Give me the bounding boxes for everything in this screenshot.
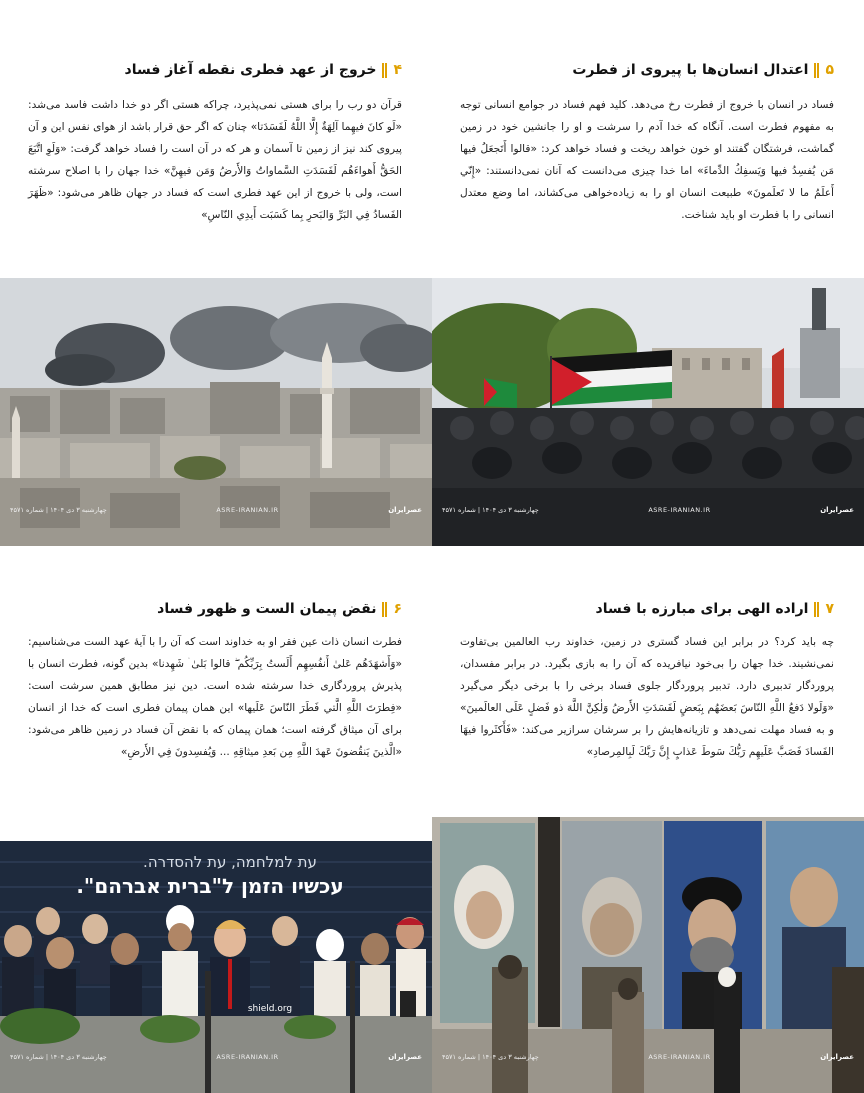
protest-photo xyxy=(432,278,864,546)
section-7-title: اراده الهی برای مبارزه با فساد xyxy=(595,601,809,617)
city-smoke-photo xyxy=(0,278,432,546)
photo-credit-bar xyxy=(10,506,422,514)
divider-bars-icon xyxy=(382,63,387,78)
credit-site: ASRE-IRANIAN.IR xyxy=(648,1053,711,1061)
credit-site: ASRE-IRANIAN.IR xyxy=(216,506,279,514)
section-4-heading xyxy=(20,62,402,78)
section-7-panel xyxy=(432,547,864,1093)
billboard-site: shield.org xyxy=(247,1004,293,1014)
divider-bars-icon xyxy=(814,63,819,78)
photo-credit-bar xyxy=(442,506,854,514)
section-6-panel xyxy=(0,547,432,1093)
divider-bars-icon xyxy=(814,602,819,617)
section-4-title: خروج از عهد فطری نقطه آغاز فساد xyxy=(124,62,377,78)
credit-logo: عصرایران xyxy=(820,1053,854,1061)
section-6-number: ۶ xyxy=(393,601,402,617)
section-4-number: ۴ xyxy=(393,62,402,78)
credit-date: چهارشنبه ۳ دی ۱۴۰۴ | شماره ۴۵۷۱ xyxy=(10,506,107,514)
credit-date: چهارشنبه ۳ دی ۱۴۰۴ | شماره ۴۵۷۱ xyxy=(442,506,539,514)
section-6-body: فطرت انسان ذات عین فقر او به خداوند است که آن را با آیهٔ عهد الست می‌شناسیم: «وَأَشهَدَهُم عَلىٰ أَنفُسِهِم أَلَستُ بِرَبِّكُم ۖ قالوا بَلىٰ ۛ شَهِدنا» بدین گونه، فطرت انسان با پذیرش پروردگاری خدا سرشته شده است. دین نیز مطابق همین سرشت است: «فِطرَتَ اللَّهِ الَّتي فَطَرَ النّاسَ عَلَيها» این همان پیمان فطری است که خدا از انسان برای آن میثاق گرفته است؛ همان پیمان که با نقض آن فساد در زمین ظاهر می‌شود: «الَّذينَ يَنقُضونَ عَهدَ اللَّهِ مِن بَعدِ ميثاقِهِ ... وَيُفسِدونَ فِي الأَرضِ» xyxy=(28,636,402,758)
section-5-heading xyxy=(452,62,834,78)
section-5-body: فساد در انسان با خروج از فطرت رخ می‌دهد. کلید فهم فساد در جوامع انسانی توجه به مفهوم فطرت است. آنگاه که خدا آدم را سرشت و او را جانشین خود در زمین گماشت، فرشتگان گفتند او خون خواهد ریخت و فساد خواهد کرد: «قالوا أَتَجعَلُ فيها مَن يُفسِدُ فيها وَيَسفِكُ الدِّماءَ» اما خدا چیزی می‌دانست که آنان نمی‌دانستند: «إِنّي أَعلَمُ ما لا تَعلَمونَ» طبیعت انسان او را به زیاده‌خواهی می‌کشاند، اما وضع معتدل انسانی را با فطرت او باید شناخت. xyxy=(460,99,834,221)
credit-site: ASRE-IRANIAN.IR xyxy=(216,1053,279,1061)
section-7-number: ۷ xyxy=(825,601,834,617)
divider-bars-icon xyxy=(382,602,387,617)
section-6-title: نقض پیمان الست و ظهور فساد xyxy=(157,601,377,617)
section-4-body: قرآن دو رب را برای هستی نمی‌پذیرد، چراکه هستی اگر دو خدا داشت فاسد می‌شد: «لَو كانَ فيهِما آلِهَةٌ إِلَّا اللَّهُ لَفَسَدَتا» چنان که اگر حق قرار باشد از هوای نفس این و آن پیروی کند نیز از زمین تا آسمان و هر که در آن است را فساد خواهد گرفت: «وَلَوِ اتَّبَعَ الحَقُّ أَهواءَهُم لَفَسَدَتِ السَّماواتُ وَالأَرضُ وَمَن فيهِنَّ» خدا جهان را با اصلاح سرشته است، ولی با خروج از این عهد فطری است که فساد در جهان ظاهر می‌شود: «ظَهَرَ الفَسادُ فِي البَرِّ وَالبَحرِ بِما كَسَبَت أَيدِي النّاسِ» xyxy=(28,99,402,221)
photo-credit-bar xyxy=(10,1053,422,1061)
section-4-panel xyxy=(0,0,432,546)
credit-logo: عصرایران xyxy=(820,506,854,514)
section-5-panel xyxy=(432,0,864,546)
photo-credit-bar xyxy=(442,1053,854,1061)
credit-site: ASRE-IRANIAN.IR xyxy=(648,506,711,514)
section-5-title: اعتدال انسان‌ها با پیروی از فطرت xyxy=(572,62,809,78)
billboard-photo xyxy=(0,841,432,1093)
credit-logo: عصرایران xyxy=(388,1053,422,1061)
murals-photo xyxy=(432,817,864,1093)
section-6-heading xyxy=(20,601,402,617)
section-5-number: ۵ xyxy=(825,62,834,78)
credit-date: چهارشنبه ۳ دی ۱۴۰۴ | شماره ۴۵۷۱ xyxy=(442,1053,539,1061)
section-7-body: چه باید کرد؟ در برابر این فساد گستری در زمین، خداوند رب العالمین بی‌تفاوت نمی‌نشیند. خدا جهان را بی‌خود نیافریده که آن را به بازی بگیرد. در برابر مفسدان، پروردگار تدبیری دارد. تدبیر پروردگار جلوی فساد برخی را با برخی دیگر می‌گیرد «وَلَولا دَفعُ اللَّهِ النّاسَ بَعضَهُم بِبَعضٍ لَفَسَدَتِ الأَرضُ وَلٰكِنَّ اللَّهَ ذو فَضلٍ عَلَى العالَمينَ» و به فساد مهلت نمی‌دهد و تازیانه‌هایش را بر سرشان سرازیر می‌کند: «فَأَكثَروا فيهَا الفَسادَ فَصَبَّ عَلَيهِم رَبُّكَ سَوطَ عَذابٍ إِنَّ رَبَّكَ لَبِالمِرصادِ» xyxy=(460,636,834,758)
section-7-heading xyxy=(452,601,834,617)
credit-date: چهارشنبه ۳ دی ۱۴۰۴ | شماره ۴۵۷۱ xyxy=(10,1053,107,1061)
billboard-line-1: עת למלחמה, עת להסדרה. xyxy=(143,853,317,871)
credit-logo: عصرایران xyxy=(388,506,422,514)
billboard-line-2: עכשיו הזמן ל"ברית אברהם". xyxy=(76,874,344,898)
